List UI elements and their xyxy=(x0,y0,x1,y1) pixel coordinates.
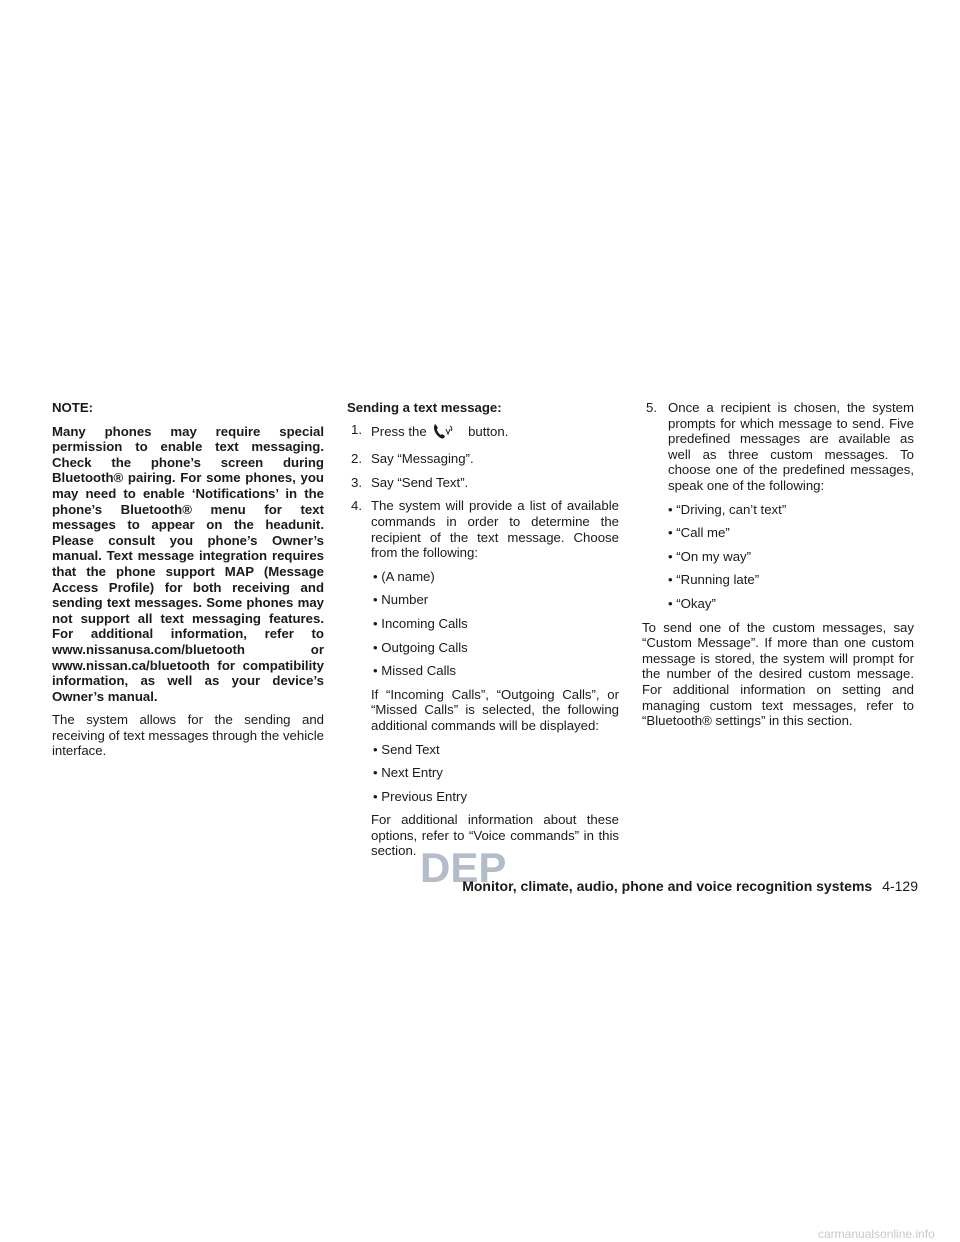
step-3-text: Say “Send Text”. xyxy=(371,474,469,490)
note-body: Many phones may require special permission to enable text messaging. Check the phone’s screen during Bluetooth® pairing. For some phones, you may need to enable ‘Notifications’ in the phone’s Bluetooth® menu for text messages to appear on the headunit. Please consult you phone’s Owner’s manual. Text message integration requires that the phone support MAP (Message Access Profile) for both receiving and sending text messages. Some phones may not support all text messaging features. For additional information, refer to www.nissanusa.com/bluetooth or www.nissan.ca/bluetooth for compatibility information, as well as your device’s Owner’s manual. xyxy=(52,423,324,704)
custom-message-paragraph: To send one of the custom messages, say “Custom Message”. If more than one custom message is stored, the system will prompt for the number of the desired custom message. For additional information on setting and managing custom text messages, refer to “Bluetooth® settings” in this section. xyxy=(642,619,914,729)
page-footer xyxy=(462,878,918,894)
step-2 xyxy=(347,451,619,467)
note-heading: NOTE: xyxy=(52,400,94,415)
dep-logo-text: DEP xyxy=(420,846,507,890)
followup-paragraph: If “Incoming Calls”, “Outgoing Calls”, or “Missed Calls” is selected, the following additional commands will be displayed: xyxy=(371,686,619,733)
column-left xyxy=(52,400,324,767)
section-heading: Sending a text message: xyxy=(347,400,502,415)
list-item: • Number xyxy=(373,592,429,608)
list-item: • Outgoing Calls xyxy=(373,639,468,655)
list-item: • “Call me” xyxy=(668,525,730,541)
list-item: • (A name) xyxy=(373,568,435,584)
watermark-text: carmanualsonline.info xyxy=(818,1227,935,1241)
step-3 xyxy=(347,475,619,491)
step-number: 2. xyxy=(351,451,362,467)
list-item: • Previous Entry xyxy=(373,788,468,804)
column-right xyxy=(642,400,914,737)
column-middle xyxy=(347,400,619,867)
step-number: 5. xyxy=(646,400,657,415)
step-number: 3. xyxy=(351,474,362,490)
list-item: • “Okay” xyxy=(668,595,716,611)
step-5 xyxy=(642,400,914,494)
step-4 xyxy=(347,498,619,560)
step-1-text-post: button. xyxy=(468,423,509,439)
step-number: 4. xyxy=(351,498,362,514)
reference-paragraph: For additional information about these options, refer to “Voice commands” in this section. xyxy=(371,812,619,859)
list-item: • “On my way” xyxy=(668,548,752,564)
list-item: • Next Entry xyxy=(373,765,443,781)
phone-voice-icon xyxy=(432,422,454,444)
step-4-text: The system will provide a list of available commands in order to determine the recipient of the text message. Choose from the following: xyxy=(371,498,619,561)
step-5-text: Once a recipient is chosen, the system prompts for which message to send. Five predefined messages are available as well as three custom messages. To choose one of the predefined messages, speak one of the following: xyxy=(668,400,914,493)
list-item: • Send Text xyxy=(373,741,440,757)
list-item: • “Driving, can’t text” xyxy=(668,501,787,517)
page-number: 4-129 xyxy=(882,878,918,894)
footer-section-title: Monitor, climate, audio, phone and voice recognition systems xyxy=(462,878,873,894)
intro-paragraph: The system allows for the sending and receiving of text messages through the vehicle interface. xyxy=(52,712,324,759)
list-item: • Missed Calls xyxy=(373,663,457,679)
list-item: • Incoming Calls xyxy=(373,615,468,631)
step-number: 1. xyxy=(351,421,362,437)
step-1-text-pre: Press the xyxy=(371,423,427,439)
step-1 xyxy=(347,422,619,444)
list-item: • “Running late” xyxy=(668,572,760,588)
step-2-text: Say “Messaging”. xyxy=(371,451,474,467)
